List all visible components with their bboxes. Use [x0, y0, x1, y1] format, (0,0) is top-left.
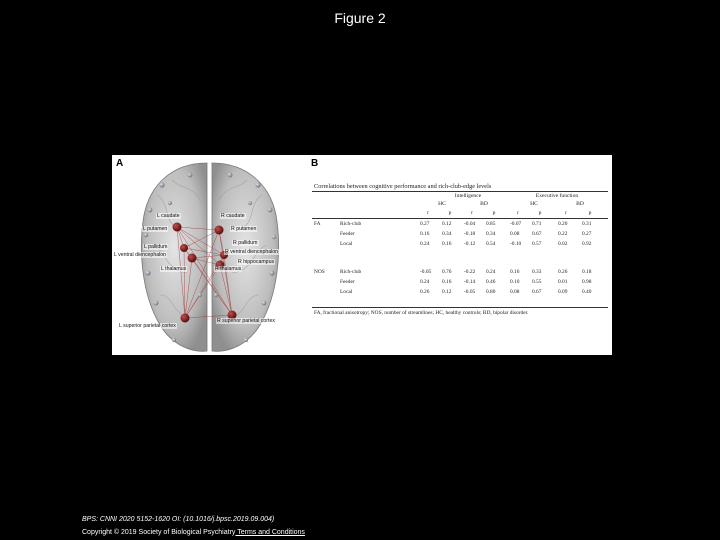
panel-b-label: B [311, 158, 319, 169]
region-label: R hippocampus [238, 259, 275, 265]
value-cell: -0.07 [510, 221, 522, 227]
value-cell: 0.27 [582, 231, 592, 237]
region-label: L ventral diencephalon [114, 252, 167, 258]
header-intelligence: Intelligence [454, 193, 482, 199]
value-cell: 0.16 [442, 279, 452, 285]
value-cell: -0.04 [464, 221, 476, 227]
value-cell: 0.24 [486, 269, 496, 275]
value-cell: 0.10 [510, 279, 520, 285]
table-row [308, 221, 612, 231]
header-bd: BD [576, 201, 584, 207]
value-cell: 0.02 [558, 241, 568, 247]
value-cell: 0.57 [532, 241, 542, 247]
header-p: p [588, 210, 592, 216]
value-cell: 0.27 [420, 221, 430, 227]
value-cell: 0.67 [532, 289, 542, 295]
value-cell: 0.01 [558, 279, 568, 285]
value-cell: -0.14 [464, 279, 476, 285]
region-label: L putamen [143, 226, 168, 232]
value-cell: 0.18 [582, 269, 592, 275]
value-cell: -0.22 [464, 269, 476, 275]
value-cell: 0.34 [442, 231, 452, 237]
header-executive: Executive function [535, 193, 579, 199]
value-cell: 0.55 [532, 279, 542, 285]
measure-cell: FA [314, 221, 321, 227]
type-cell: Local [340, 241, 353, 247]
table-rule [312, 218, 608, 219]
value-cell: 0.31 [582, 221, 592, 227]
terms-link[interactable]: Terms and Conditions [235, 529, 305, 536]
table-row [308, 289, 612, 299]
figure-image [112, 155, 612, 355]
table-row [308, 231, 612, 241]
value-cell: 0.26 [420, 289, 430, 295]
value-cell: 0.92 [582, 241, 592, 247]
header-p: p [492, 210, 496, 216]
value-cell: 0.08 [510, 289, 520, 295]
table-row [308, 241, 612, 251]
value-cell: 0.16 [442, 241, 452, 247]
value-cell: 0.98 [582, 279, 592, 285]
citation-line: BPS: CNNI 2020 5152-1620 OI: (10.1016/j.bpsc.2019.09.004) [82, 516, 275, 523]
value-cell: -0.05 [464, 289, 476, 295]
copyright-line [82, 529, 305, 536]
value-cell: 0.24 [420, 279, 430, 285]
value-cell: 0.16 [510, 269, 520, 275]
value-cell: 0.34 [486, 231, 496, 237]
measure-cell: NOS [314, 269, 325, 275]
value-cell: 0.76 [442, 269, 452, 275]
region-label: L superior parietal cortex [119, 323, 176, 329]
table-footnote: FA, fractional anisotropy; NOS, number of streamlines; HC, healthy controls; BD, bipolar disorder. [314, 310, 529, 316]
value-cell: 0.33 [532, 269, 542, 275]
value-cell: -0.05 [420, 269, 432, 275]
value-cell: 0.08 [510, 231, 520, 237]
header-r: r [517, 210, 519, 216]
value-cell: 0.26 [558, 269, 568, 275]
region-label: R ventral diencephalon [225, 249, 279, 255]
value-cell: -0.10 [510, 241, 522, 247]
header-r: r [471, 210, 473, 216]
header-bd: BD [480, 201, 488, 207]
header-hc: HC [438, 201, 446, 207]
header-r: r [565, 210, 567, 216]
value-cell: 0.54 [486, 241, 496, 247]
value-cell: 0.16 [420, 231, 430, 237]
region-label: L caudate [157, 213, 180, 219]
value-cell: 0.71 [532, 221, 542, 227]
value-cell: -0.18 [464, 231, 476, 237]
copyright-text: Copyright © 2019 Society of Biological Psychiatry [82, 529, 236, 536]
region-label: R putamen [231, 226, 257, 232]
value-cell: 0.67 [532, 231, 542, 237]
value-cell: 0.09 [558, 289, 568, 295]
table-rule [312, 307, 608, 308]
value-cell: 0.20 [558, 221, 568, 227]
value-cell: 0.12 [442, 221, 452, 227]
panel-a-brain [112, 155, 307, 355]
region-label: R thalamus [215, 266, 242, 272]
table-rule [312, 191, 608, 192]
header-r: r [427, 210, 429, 216]
region-label: L pallidum [144, 244, 168, 250]
type-cell: Feeder [340, 231, 355, 237]
value-cell: 0.85 [486, 221, 496, 227]
value-cell: 0.80 [486, 289, 496, 295]
value-cell: 0.22 [558, 231, 568, 237]
figure-title: Figure 2 [334, 10, 386, 26]
value-cell: 0.40 [582, 289, 592, 295]
table-title: Correlations between cognitive performance and rich-club-edge levels [314, 183, 492, 190]
region-label: L thalamus [161, 266, 187, 272]
table-row [308, 279, 612, 289]
value-cell: 0.24 [420, 241, 430, 247]
header-p: p [448, 210, 452, 216]
table-row [308, 269, 612, 279]
region-label: R superior parietal cortex [217, 318, 275, 324]
value-cell: -0.12 [464, 241, 476, 247]
header-p: p [538, 210, 542, 216]
panel-a-label: A [116, 158, 124, 169]
type-cell: Feeder [340, 279, 355, 285]
value-cell: 0.12 [442, 289, 452, 295]
type-cell: Local [340, 289, 353, 295]
type-cell: Rich-club [340, 221, 362, 227]
region-label: R pallidum [233, 240, 258, 246]
type-cell: Rich-club [340, 269, 362, 275]
value-cell: 0.46 [486, 279, 496, 285]
panel-b-table [308, 155, 612, 355]
region-label: R caudate [221, 213, 245, 219]
header-hc: HC [530, 201, 538, 207]
